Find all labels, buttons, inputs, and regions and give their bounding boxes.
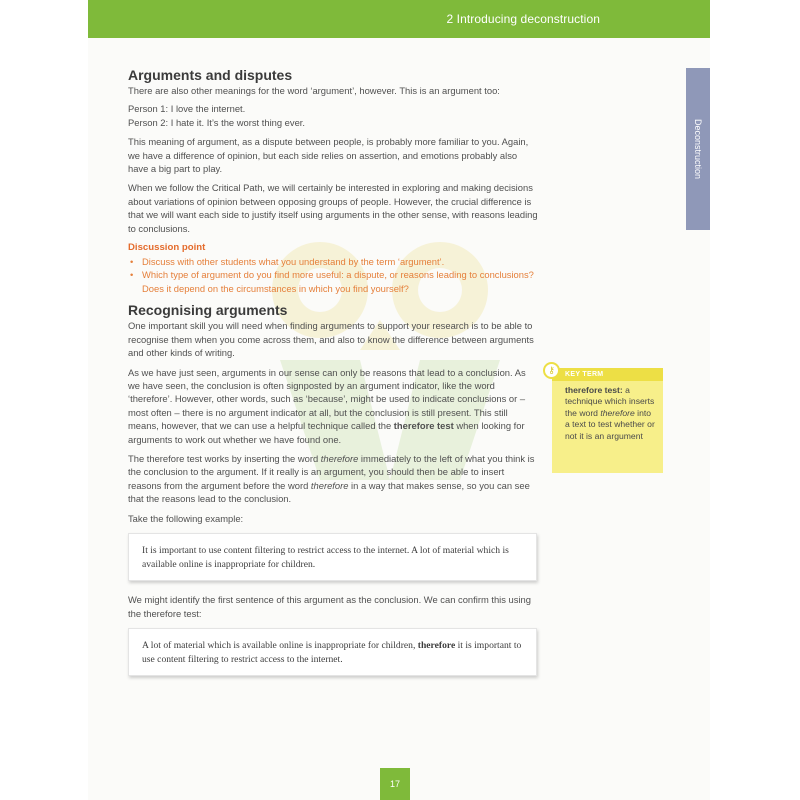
discussion-item-text: Which type of argument do you find more useful: a dispute, or reasons leading to conclusions? Does it depend on the circumstances in which you find yourself? bbox=[142, 269, 534, 294]
person2-line: Person 2: I hate it. It’s the worst thing ever. bbox=[128, 116, 306, 128]
chapter-header-bar bbox=[88, 0, 710, 38]
key-term-definition: therefore test: a technique which inserts the word therefore into a text to test whether or not it is an argument bbox=[565, 385, 655, 441]
main-content bbox=[128, 66, 538, 688]
key-term-label: KEY TERM bbox=[552, 368, 663, 381]
discussion-item bbox=[128, 268, 538, 295]
person1-line: Person 1: I love the internet. bbox=[128, 103, 246, 115]
example-box-1: It is important to use content filtering to restrict access to the internet. A lot of material which is available online is inappropriate for children. bbox=[128, 533, 537, 581]
page-number: 17 bbox=[380, 768, 410, 800]
section2-para3: The therefore test works by inserting the word therefore immediately to the left of what you think is the conclusion to the argument. If it really is an argument, you should then be able to insert reasons from the argument before the word therefore in a way that makes sense, so you can see that the reasons lead to the conclusion. bbox=[128, 452, 535, 505]
discussion-item-text: Discuss with other students what you understand by the term ‘argument’. bbox=[142, 256, 445, 268]
section2-para5: We might identify the first sentence of this argument as the conclusion. We can confirm this using the therefore test: bbox=[128, 594, 531, 619]
section2-para1: One important skill you will need when finding arguments to support your research is to be able to recognise them when you come across them, and also to know the difference between arguments and other kinds of writing. bbox=[128, 320, 534, 359]
chapter-title: 2 Introducing deconstruction bbox=[446, 12, 600, 26]
discussion-list bbox=[128, 255, 538, 295]
key-term-box bbox=[548, 365, 663, 473]
section2-para2: As we have just seen, arguments in our sense can only be reasons that lead to a conclusion. As we have seen, the conclusion is often signposted by an argument indicator, like the word ‘therefore’. However, other words, such as ‘because’, might be used to indicate conclusions or – most often – there is no argument indicator at all, but the conclusion is still present. This still means, however, that we can use a helpful technique called the therefore test when looking for arguments to work out whether we have found one. bbox=[128, 366, 526, 445]
section1-intro: There are also other meanings for the word ‘argument’, however. This is an argument too: bbox=[128, 85, 500, 96]
discussion-item bbox=[128, 255, 538, 268]
bullet-icon: • bbox=[130, 256, 134, 268]
section-heading-recognising-arguments: Recognising arguments bbox=[128, 302, 288, 319]
discussion-point-heading: Discussion point bbox=[128, 242, 206, 254]
key-icon: ⚷ bbox=[543, 362, 560, 379]
section2-para4: Take the following example: bbox=[128, 512, 244, 524]
side-tab-label: Deconstruction bbox=[693, 118, 703, 180]
therefore-test-term: therefore test bbox=[393, 420, 454, 432]
bullet-icon: • bbox=[130, 269, 134, 281]
section1-para1: This meaning of argument, as a dispute between people, is probably more familiar to you. Again, we have a difference of opinion, but each side relies on assertion, and emotions probably also have a big part to play. bbox=[128, 136, 529, 175]
section-heading-arguments-disputes: Arguments and disputes bbox=[128, 67, 293, 83]
section1-para2: When we follow the Critical Path, we will certainly be interested in exploring and making decisions about variations of opinion between opposing groups of people. However, the crucial difference is that we will want each side to justify itself using arguments in the other sense, with reasons leading to conclusions. bbox=[128, 182, 538, 234]
example-box-2: A lot of material which is available online is inappropriate for children, therefore it is important to use content filtering to restrict access to the internet. bbox=[128, 628, 537, 676]
side-tab bbox=[686, 68, 710, 230]
